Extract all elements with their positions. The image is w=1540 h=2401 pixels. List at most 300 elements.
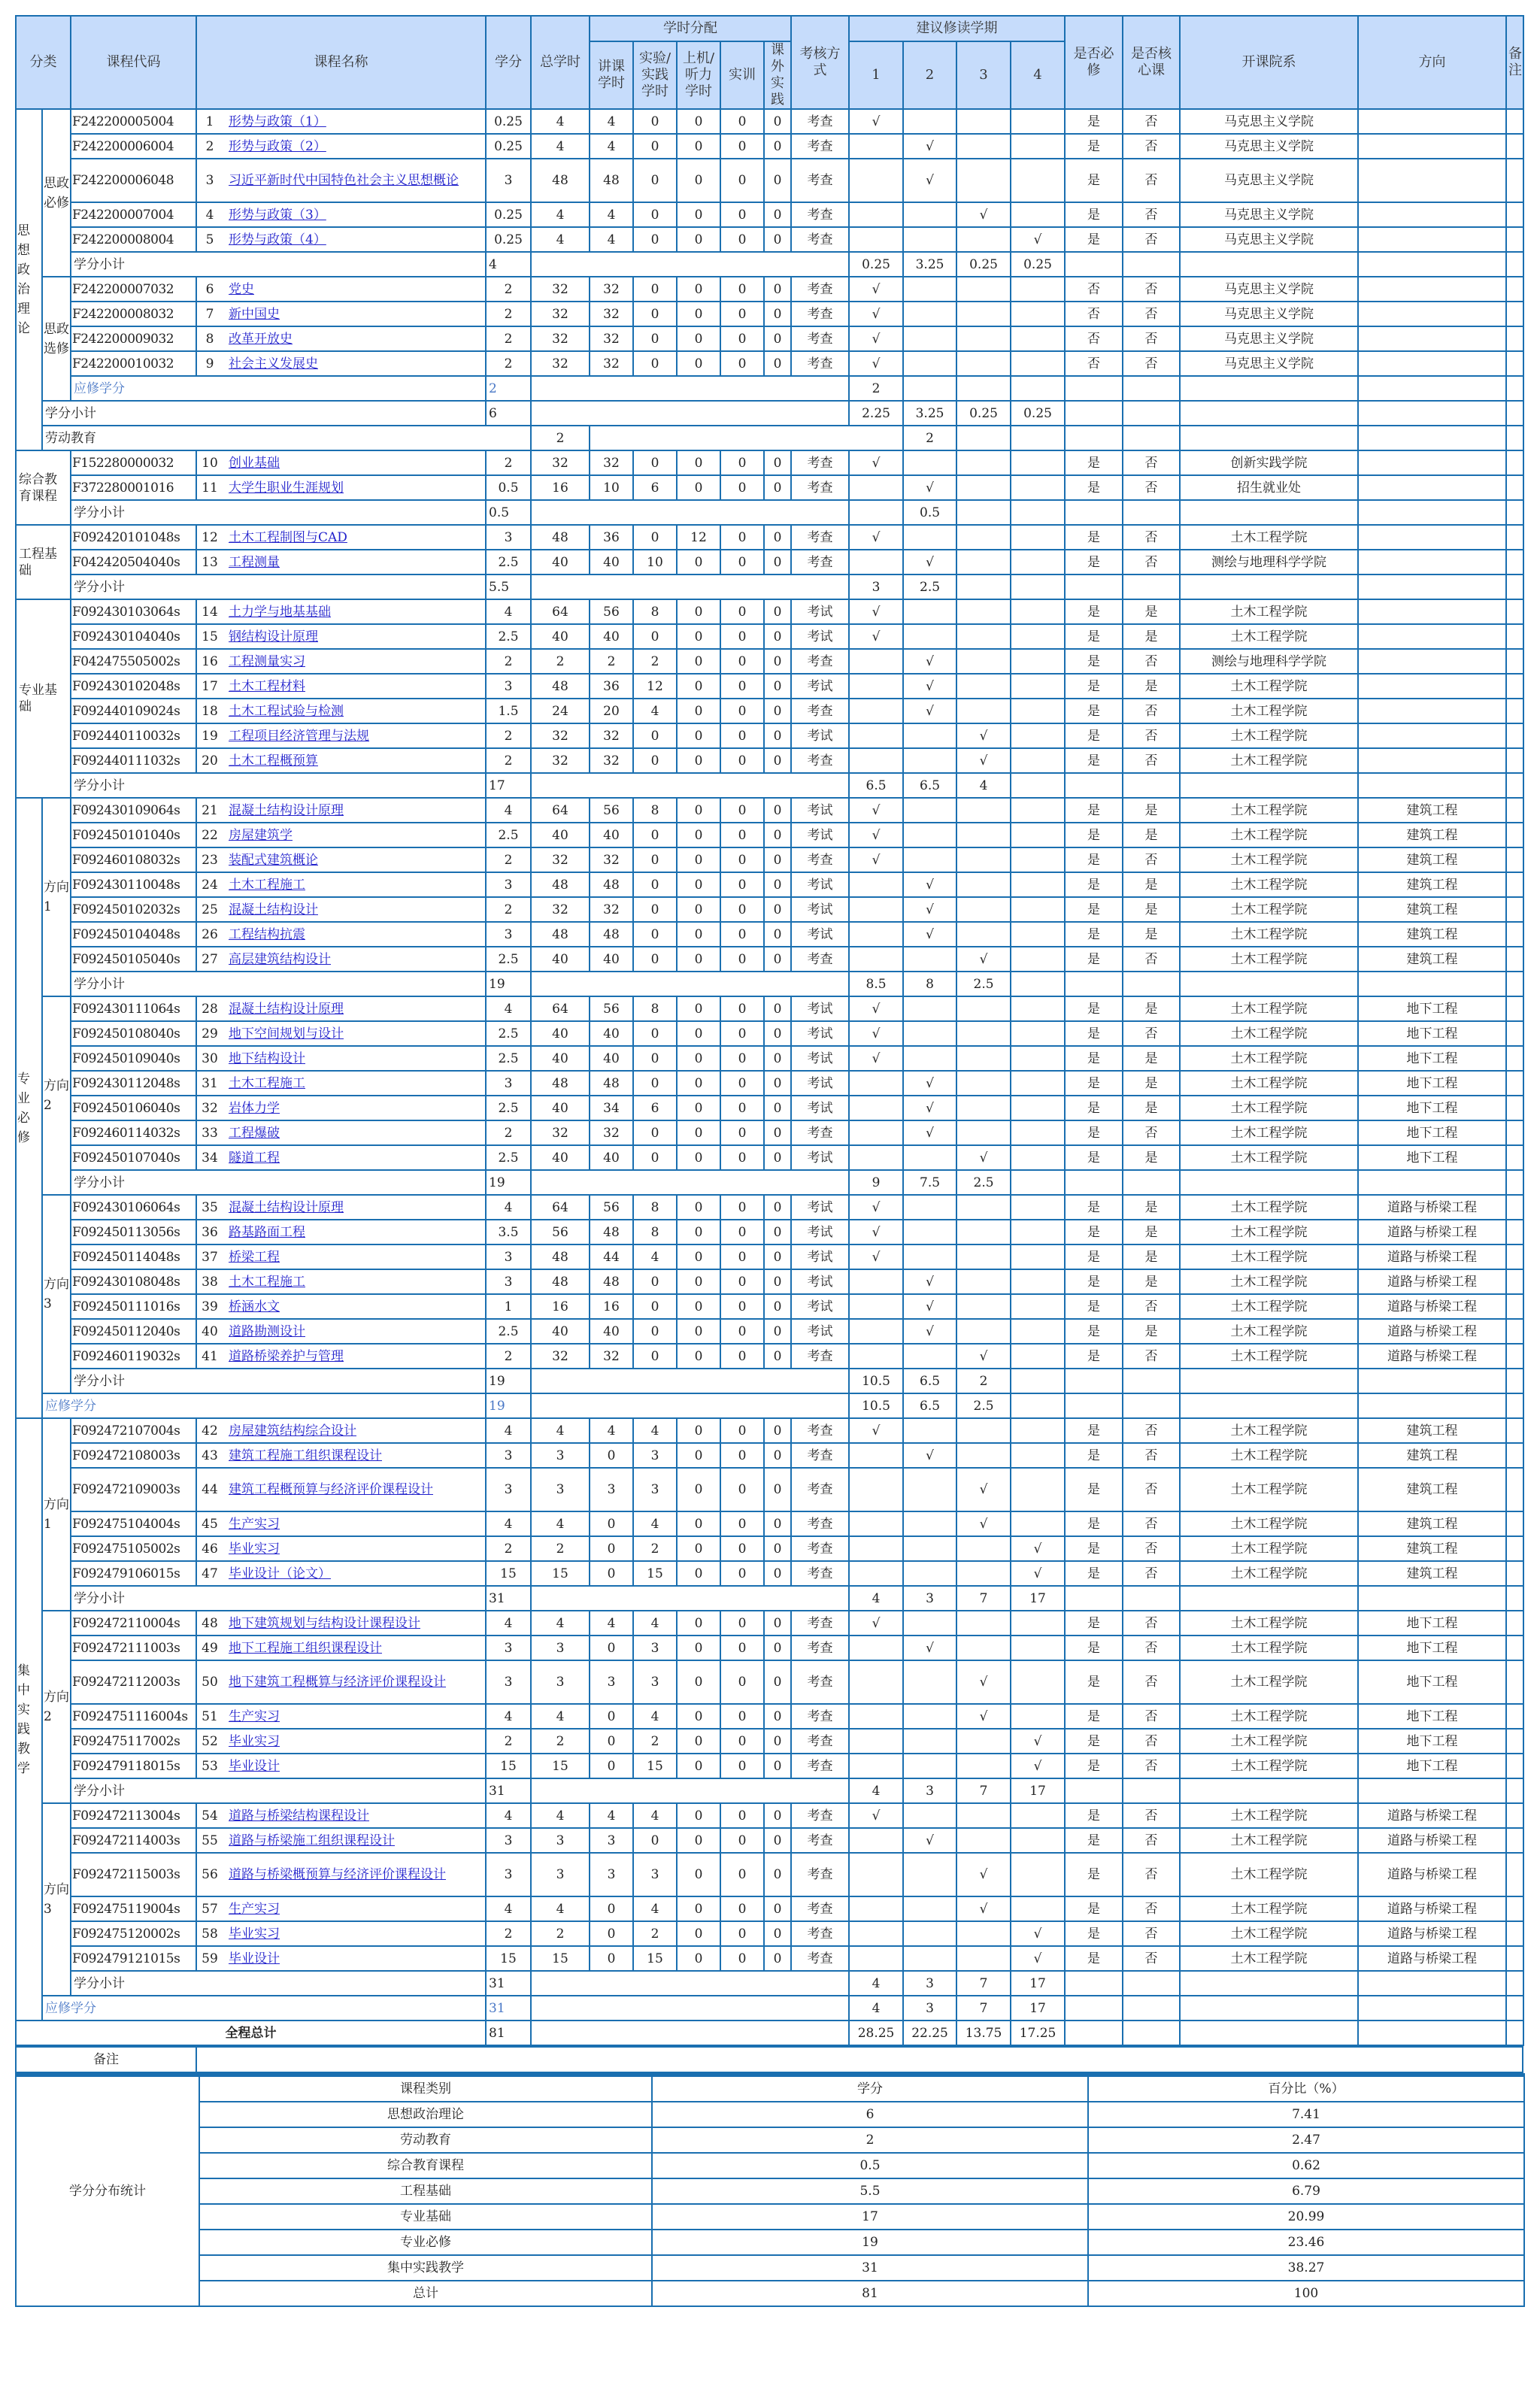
subtotal-row-credit: 4 — [486, 252, 531, 277]
offering-dept: 测绘与地理科学学院 — [1180, 649, 1358, 674]
course-total-hours: 32 — [531, 277, 590, 302]
required-flag: 是 — [1065, 134, 1123, 159]
header-name: 课程名称 — [196, 16, 486, 109]
labor-empty — [1123, 426, 1180, 450]
semester-3-mark — [956, 1946, 1011, 1971]
course-code: F092450105040s — [71, 947, 196, 972]
course-number: 25 — [202, 902, 218, 917]
course-code: F092450113056s — [71, 1220, 196, 1244]
should-credit-row-credit: 31 — [486, 1996, 531, 2021]
lab-hours: 0 — [633, 277, 677, 302]
semester-4-mark: √ — [1011, 1754, 1065, 1778]
semester-3-mark: √ — [956, 1704, 1011, 1729]
extracurricular-hours: 0 — [764, 699, 791, 723]
semester-1-mark — [849, 872, 903, 897]
extracurricular-hours: 0 — [764, 996, 791, 1021]
course-name-cell — [196, 326, 486, 351]
subtotal-row-empty — [1506, 252, 1523, 277]
course-credit: 2 — [486, 1921, 531, 1946]
computer-hours: 0 — [677, 1896, 720, 1921]
semester-3-mark — [956, 1828, 1011, 1853]
stats-row — [16, 2255, 1524, 2281]
should-credit-row-sem-2: 3 — [903, 1996, 956, 2021]
course-name-cell — [196, 1443, 486, 1468]
training-hours: 0 — [720, 550, 764, 574]
course-name-link[interactable]: 形势与政策（2） — [229, 138, 326, 154]
course-name-link[interactable]: 新中国史 — [229, 306, 280, 322]
header-semester-group: 建议修读学期 — [849, 16, 1065, 41]
semester-4-mark — [1011, 897, 1065, 922]
course-name-link[interactable]: 房屋建筑学 — [229, 827, 293, 843]
training-hours: 0 — [720, 1195, 764, 1220]
course-total-hours: 48 — [531, 872, 590, 897]
subtotal-row-empty — [1506, 773, 1523, 798]
extracurricular-hours: 0 — [764, 1803, 791, 1828]
course-total-hours: 4 — [531, 1511, 590, 1536]
course-name-link[interactable]: 创业基础 — [229, 455, 280, 471]
stats-percent: 2.47 — [1088, 2127, 1524, 2153]
semester-1-mark: √ — [849, 277, 903, 302]
subtotal-row-empty — [1358, 574, 1506, 599]
course-code: F092430110048s — [71, 872, 196, 897]
course-row — [16, 699, 1523, 723]
offering-dept: 马克思主义学院 — [1180, 351, 1358, 376]
semester-4-mark — [1011, 1443, 1065, 1468]
course-row — [16, 922, 1523, 947]
subtotal-row-empty — [1180, 401, 1358, 426]
course-name-cell — [196, 351, 486, 376]
course-row — [16, 748, 1523, 773]
course-name-link[interactable]: 土木工程概预算 — [229, 753, 318, 769]
subtotal-row-sem-2: 2.5 — [903, 574, 956, 599]
course-name-link[interactable]: 道路与桥梁概预算与经济评价课程设计 — [229, 1867, 446, 1882]
computer-hours: 0 — [677, 1828, 720, 1853]
training-hours: 0 — [720, 159, 764, 202]
course-name-link[interactable]: 装配式建筑概论 — [229, 852, 318, 868]
course-name-link[interactable]: 道路与桥梁施工组织课程设计 — [229, 1833, 395, 1848]
direction: 道路与桥梁工程 — [1358, 1828, 1506, 1853]
header-hours-group: 学时分配 — [590, 16, 791, 41]
lecture-hours: 0 — [590, 1704, 633, 1729]
assessment-method: 考试 — [791, 996, 849, 1021]
direction — [1358, 159, 1506, 202]
course-row — [16, 1946, 1523, 1971]
category-concentrated-practice: 集中实践教学 — [16, 1418, 42, 2021]
semester-4-mark — [1011, 1704, 1065, 1729]
subtotal-row-sem-1: 9 — [849, 1170, 903, 1195]
direction: 道路与桥梁工程 — [1358, 1946, 1506, 1971]
stats-credit: 81 — [652, 2281, 1088, 2306]
semester-3-mark — [956, 351, 1011, 376]
table-body — [16, 109, 1523, 2045]
offering-dept: 土木工程学院 — [1180, 1418, 1358, 1443]
course-name-cell — [196, 1145, 486, 1170]
assessment-method: 考试 — [791, 723, 849, 748]
extracurricular-hours: 0 — [764, 1704, 791, 1729]
course-code: F0924751116004s — [71, 1704, 196, 1729]
extracurricular-hours: 0 — [764, 1443, 791, 1468]
course-number: 19 — [202, 728, 218, 744]
semester-4-mark — [1011, 1636, 1065, 1660]
course-code: F092450112040s — [71, 1319, 196, 1344]
course-name-link[interactable]: 毕业设计 — [229, 1758, 280, 1774]
semester-1-mark: √ — [849, 1611, 903, 1636]
semester-4-mark — [1011, 947, 1065, 972]
course-name-link[interactable]: 房屋建筑结构综合设计 — [229, 1423, 356, 1438]
course-name-link[interactable]: 建筑工程施工组织课程设计 — [229, 1448, 382, 1463]
course-name-link[interactable]: 地下工程施工组织课程设计 — [229, 1640, 382, 1656]
course-name-link[interactable]: 高层建筑结构设计 — [229, 951, 331, 967]
direction — [1358, 674, 1506, 699]
computer-hours: 0 — [677, 649, 720, 674]
course-row — [16, 1729, 1523, 1754]
semester-3-mark — [956, 1120, 1011, 1145]
course-name-link[interactable]: 土力学与地基基础 — [229, 604, 331, 620]
assessment-method: 考试 — [791, 897, 849, 922]
semester-3-mark — [956, 1636, 1011, 1660]
course-name-cell — [196, 1853, 486, 1896]
course-credit: 0.25 — [486, 134, 531, 159]
course-name-link[interactable]: 岩体力学 — [229, 1100, 280, 1116]
course-name-link[interactable]: 土木工程材料 — [229, 678, 305, 694]
course-number: 1 — [205, 114, 214, 129]
course-name-cell — [196, 227, 486, 252]
direction — [1358, 748, 1506, 773]
assessment-method: 考查 — [791, 1660, 849, 1704]
course-name-cell — [196, 302, 486, 326]
should-credit-row-empty — [1123, 1996, 1180, 2021]
course-number: 50 — [202, 1675, 218, 1690]
assessment-method: 考查 — [791, 1611, 849, 1636]
direction: 地下工程 — [1358, 1660, 1506, 1704]
course-name-cell — [196, 649, 486, 674]
required-flag: 是 — [1065, 1754, 1123, 1778]
offering-dept: 土木工程学院 — [1180, 1120, 1358, 1145]
subtotal-row-sem-2: 3 — [903, 1586, 956, 1611]
core-flag: 是 — [1123, 674, 1180, 699]
course-name-link[interactable]: 形势与政策（1） — [229, 114, 326, 129]
course-name-link[interactable]: 党史 — [229, 281, 254, 297]
subtotal-row-label: 学分小计 — [71, 1971, 486, 1996]
subtotal-row-empty — [1180, 1586, 1358, 1611]
lecture-hours: 4 — [590, 202, 633, 227]
course-name-link[interactable]: 地下建筑工程概算与经济评价课程设计 — [229, 1675, 446, 1690]
course-name-link[interactable]: 土木工程制图与CAD — [229, 529, 347, 545]
course-code: F092460108032s — [71, 847, 196, 872]
subtotal-row — [16, 252, 1523, 277]
lecture-hours: 40 — [590, 1046, 633, 1071]
should-credit-row-empty — [1506, 1393, 1523, 1418]
course-name-link[interactable]: 道路桥梁养护与管理 — [229, 1348, 344, 1364]
course-name-link[interactable]: 形势与政策（3） — [229, 207, 326, 223]
course-credit: 2.5 — [486, 624, 531, 649]
assessment-method: 考查 — [791, 1853, 849, 1896]
course-name-link[interactable]: 形势与政策（4） — [229, 232, 326, 247]
course-total-hours: 32 — [531, 351, 590, 376]
training-hours: 0 — [720, 450, 764, 475]
course-name-link[interactable]: 混凝土结构设计 — [229, 902, 318, 917]
required-flag: 是 — [1065, 1803, 1123, 1828]
course-name-cell — [196, 1536, 486, 1561]
offering-dept: 土木工程学院 — [1180, 798, 1358, 823]
course-row — [16, 1754, 1523, 1778]
assessment-method: 考试 — [791, 872, 849, 897]
course-name-link[interactable]: 地下建筑规划与结构设计课程设计 — [229, 1615, 420, 1631]
course-name-link[interactable]: 毕业实习 — [229, 1541, 280, 1557]
core-flag: 否 — [1123, 1636, 1180, 1660]
course-name-link[interactable]: 土木工程施工 — [229, 877, 305, 893]
course-name-cell — [196, 1704, 486, 1729]
course-name-link[interactable]: 毕业实习 — [229, 1733, 280, 1749]
semester-2-mark — [903, 1021, 956, 1046]
direction: 建筑工程 — [1358, 798, 1506, 823]
semester-3-mark — [956, 475, 1011, 500]
semester-1-mark: √ — [849, 1418, 903, 1443]
semester-4-mark — [1011, 134, 1065, 159]
lecture-hours: 48 — [590, 872, 633, 897]
computer-hours: 0 — [677, 1418, 720, 1443]
course-name-link[interactable]: 改革开放史 — [229, 331, 293, 347]
semester-4-mark — [1011, 1244, 1065, 1269]
course-name-link[interactable]: 工程测量实习 — [229, 653, 305, 669]
lecture-hours: 32 — [590, 326, 633, 351]
training-hours: 0 — [720, 922, 764, 947]
subtotal-row-empty — [1358, 972, 1506, 996]
semester-4-mark — [1011, 1828, 1065, 1853]
core-flag: 否 — [1123, 302, 1180, 326]
course-name-link[interactable]: 社会主义发展史 — [229, 356, 318, 371]
required-flag: 否 — [1065, 326, 1123, 351]
computer-hours: 0 — [677, 1344, 720, 1369]
stats-category: 专业基础 — [199, 2204, 652, 2230]
computer-hours: 0 — [677, 1636, 720, 1660]
should-credit-row-sem-4 — [1011, 1393, 1065, 1418]
course-name-link[interactable]: 建筑工程概预算与经济评价课程设计 — [229, 1482, 433, 1497]
required-flag: 是 — [1065, 847, 1123, 872]
course-code: F092430108048s — [71, 1269, 196, 1294]
course-name-link[interactable]: 混凝土结构设计原理 — [229, 1001, 344, 1017]
course-name-link[interactable]: 钢结构设计原理 — [229, 629, 318, 644]
course-row — [16, 1704, 1523, 1729]
course-number: 35 — [202, 1199, 218, 1215]
course-total-hours: 40 — [531, 947, 590, 972]
header-credit: 学分 — [486, 16, 531, 109]
course-name-link[interactable]: 道路与桥梁结构课程设计 — [229, 1808, 369, 1823]
course-name-link[interactable]: 大学生职业生涯规划 — [229, 480, 344, 496]
computer-hours: 0 — [677, 550, 720, 574]
course-name-link[interactable]: 土木工程试验与检测 — [229, 703, 344, 719]
subtotal-row-sem-4: 17 — [1011, 1586, 1065, 1611]
course-number: 20 — [202, 753, 218, 769]
course-name-link[interactable]: 习近平新时代中国特色社会主义思想概论 — [229, 173, 459, 188]
course-total-hours: 2 — [531, 1536, 590, 1561]
computer-hours: 0 — [677, 1754, 720, 1778]
course-name-link[interactable]: 地下结构设计 — [229, 1050, 305, 1066]
lab-hours: 4 — [633, 1418, 677, 1443]
subtotal-row-empty — [1358, 773, 1506, 798]
lecture-hours: 32 — [590, 1120, 633, 1145]
semester-2-mark — [903, 109, 956, 134]
course-name-link[interactable]: 道路勘测设计 — [229, 1323, 305, 1339]
remark — [1506, 1536, 1523, 1561]
course-name-link[interactable]: 工程测量 — [229, 554, 280, 570]
course-name-link[interactable]: 毕业实习 — [229, 1926, 280, 1942]
should-credit-row-label: 应修学分 — [71, 376, 486, 401]
offering-dept: 土木工程学院 — [1180, 872, 1358, 897]
course-code: F092450106040s — [71, 1096, 196, 1120]
course-name-link[interactable]: 工程爆破 — [229, 1125, 280, 1141]
course-name-link[interactable]: 生产实习 — [229, 1901, 280, 1917]
remark — [1506, 134, 1523, 159]
course-credit: 2 — [486, 1344, 531, 1369]
course-name-link[interactable]: 桥梁工程 — [229, 1249, 280, 1265]
semester-1-mark — [849, 1511, 903, 1536]
course-name-link[interactable]: 土木工程施工 — [229, 1075, 305, 1091]
course-name-link[interactable]: 混凝土结构设计原理 — [229, 802, 344, 818]
semester-2-mark: √ — [903, 872, 956, 897]
semester-1-mark — [849, 1729, 903, 1754]
stats-category: 劳动教育 — [199, 2127, 652, 2153]
direction — [1358, 599, 1506, 624]
semester-1-mark — [849, 1468, 903, 1511]
course-name-cell — [196, 277, 486, 302]
semester-2-mark: √ — [903, 1294, 956, 1319]
direction — [1358, 723, 1506, 748]
offering-dept: 土木工程学院 — [1180, 1729, 1358, 1754]
course-credit: 0.5 — [486, 475, 531, 500]
lab-hours: 0 — [633, 1294, 677, 1319]
course-name-link[interactable]: 工程结构抗震 — [229, 926, 305, 942]
course-credit: 2.5 — [486, 550, 531, 574]
course-name-link[interactable]: 工程项目经济管理与法规 — [229, 728, 369, 744]
offering-dept: 土木工程学院 — [1180, 1561, 1358, 1586]
direction — [1358, 351, 1506, 376]
semester-4-mark — [1011, 674, 1065, 699]
course-credit: 4 — [486, 798, 531, 823]
semester-2-mark: √ — [903, 1096, 956, 1120]
course-credit: 3 — [486, 1468, 531, 1511]
course-name-link[interactable]: 隧道工程 — [229, 1150, 280, 1166]
course-row — [16, 326, 1523, 351]
assessment-method: 考试 — [791, 1195, 849, 1220]
lecture-hours: 0 — [590, 1896, 633, 1921]
extracurricular-hours: 0 — [764, 1418, 791, 1443]
semester-2-mark — [903, 599, 956, 624]
direction: 道路与桥梁工程 — [1358, 1244, 1506, 1269]
course-name-link[interactable]: 混凝土结构设计原理 — [229, 1199, 344, 1215]
course-number: 4 — [205, 207, 214, 223]
semester-4-mark — [1011, 1896, 1065, 1921]
course-number: 26 — [202, 926, 218, 942]
direction: 建筑工程 — [1358, 897, 1506, 922]
subtotal-row-label: 学分小计 — [71, 773, 486, 798]
course-code: F242200009032 — [71, 326, 196, 351]
course-credit: 3.5 — [486, 1220, 531, 1244]
core-flag: 否 — [1123, 1120, 1180, 1145]
course-total-hours: 32 — [531, 897, 590, 922]
semester-2-mark — [903, 1220, 956, 1244]
semester-1-mark: √ — [849, 302, 903, 326]
subtotal-row-empty — [1065, 1778, 1123, 1803]
remark — [1506, 1145, 1523, 1170]
course-total-hours: 15 — [531, 1946, 590, 1971]
semester-3-mark: √ — [956, 1511, 1011, 1536]
course-total-hours: 40 — [531, 1046, 590, 1071]
assessment-method: 考试 — [791, 1319, 849, 1344]
semester-1-mark: √ — [849, 351, 903, 376]
extracurricular-hours: 0 — [764, 159, 791, 202]
direction-2-label: 方向2 — [42, 996, 71, 1195]
course-code: F092430103064s — [71, 599, 196, 624]
lecture-hours: 0 — [590, 1443, 633, 1468]
course-code: F092450101040s — [71, 823, 196, 847]
course-name-link[interactable]: 土木工程施工 — [229, 1274, 305, 1290]
subtotal-row-blank — [531, 1369, 849, 1393]
course-credit: 3 — [486, 1244, 531, 1269]
semester-4-mark — [1011, 1096, 1065, 1120]
course-row — [16, 1344, 1523, 1369]
course-total-hours: 40 — [531, 1021, 590, 1046]
course-number: 30 — [202, 1050, 218, 1066]
semester-1-mark — [849, 1096, 903, 1120]
course-name-link[interactable]: 毕业设计（论文） — [229, 1566, 331, 1581]
remark — [1506, 1704, 1523, 1729]
course-row — [16, 1561, 1523, 1586]
offering-dept: 测绘与地理科学学院 — [1180, 550, 1358, 574]
course-credit: 2.5 — [486, 1046, 531, 1071]
course-total-hours: 3 — [531, 1853, 590, 1896]
course-name-link[interactable]: 桥涵水文 — [229, 1299, 280, 1314]
course-name-link[interactable]: 生产实习 — [229, 1516, 280, 1532]
course-name-cell — [196, 947, 486, 972]
remark — [1506, 1418, 1523, 1443]
remark — [1506, 1468, 1523, 1511]
semester-2-mark — [903, 326, 956, 351]
direction: 建筑工程 — [1358, 922, 1506, 947]
lab-hours: 0 — [633, 1344, 677, 1369]
subtotal-row-credit: 5.5 — [486, 574, 531, 599]
computer-hours: 0 — [677, 1561, 720, 1586]
extracurricular-hours: 0 — [764, 1021, 791, 1046]
extracurricular-hours: 0 — [764, 1921, 791, 1946]
extracurricular-hours: 0 — [764, 1853, 791, 1896]
computer-hours: 0 — [677, 1853, 720, 1896]
semester-2-mark: √ — [903, 134, 956, 159]
subtotal-row-blank — [531, 1778, 849, 1803]
subcategory-szxx: 思政选修 — [42, 277, 71, 401]
core-flag: 否 — [1123, 1418, 1180, 1443]
subtotal-row-empty — [1065, 500, 1123, 525]
course-name-link[interactable]: 生产实习 — [229, 1708, 280, 1724]
offering-dept: 马克思主义学院 — [1180, 277, 1358, 302]
required-flag: 是 — [1065, 1443, 1123, 1468]
remark — [1506, 1269, 1523, 1294]
stats-header-row — [16, 2075, 1524, 2102]
course-total-hours: 48 — [531, 1269, 590, 1294]
course-name-link[interactable]: 路基路面工程 — [229, 1224, 305, 1240]
remark — [1506, 872, 1523, 897]
subtotal-row-empty — [1180, 574, 1358, 599]
course-name-link[interactable]: 毕业设计 — [229, 1951, 280, 1966]
subtotal-row-sem-3: 7 — [956, 1586, 1011, 1611]
remark — [1506, 1096, 1523, 1120]
core-flag: 否 — [1123, 1946, 1180, 1971]
remark — [1506, 624, 1523, 649]
required-flag: 否 — [1065, 277, 1123, 302]
offering-dept: 创新实践学院 — [1180, 450, 1358, 475]
course-name-link[interactable]: 地下空间规划与设计 — [229, 1026, 344, 1041]
lab-hours: 4 — [633, 1511, 677, 1536]
